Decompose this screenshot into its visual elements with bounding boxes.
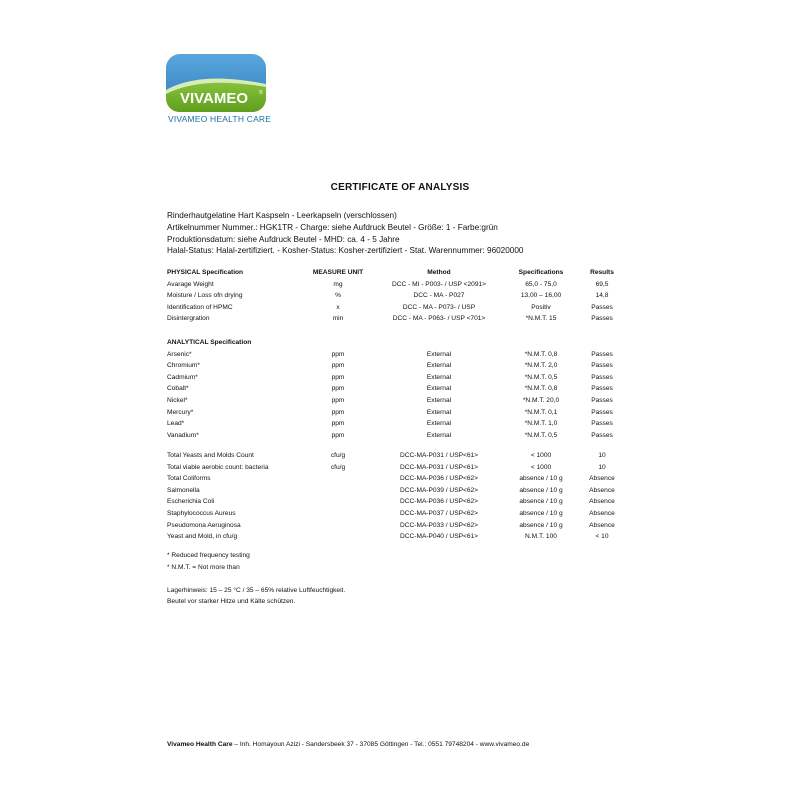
table-cell: Moisture / Loss ofn drying xyxy=(167,292,243,300)
table-cell: External xyxy=(426,373,452,381)
table-cell: min xyxy=(332,315,344,323)
table-cell: ppm xyxy=(331,373,345,381)
table-cell: Chromium* xyxy=(167,362,200,370)
table-cell: Avarage Weight xyxy=(167,280,214,288)
table-cell: % xyxy=(335,292,341,300)
table-cell: < 1000 xyxy=(530,452,552,459)
microbiology-table xyxy=(167,450,625,543)
table-cell: Cadmium* xyxy=(167,373,198,381)
table-cell: Passes xyxy=(591,385,613,393)
table-cell: Escherichia Coli xyxy=(167,498,215,506)
microbiology-rows xyxy=(167,450,625,543)
table-cell: Passes xyxy=(591,303,613,311)
table-row xyxy=(167,302,625,314)
table-cell: absence / 10 g xyxy=(519,475,563,483)
table-cell: Lead* xyxy=(167,420,185,428)
table-cell: Vanadium* xyxy=(167,431,199,439)
table-row xyxy=(167,372,625,384)
logo-wordmark: VIVAMEO xyxy=(179,90,249,107)
table-cell: 65,0 - 75,0 xyxy=(525,280,557,288)
table-cell: < 10 xyxy=(595,533,609,541)
table-row xyxy=(167,462,625,474)
table-cell: ppm xyxy=(331,350,345,358)
table-row xyxy=(167,508,625,520)
footnotes xyxy=(167,550,250,573)
table-row xyxy=(167,496,625,508)
table-cell: *N.M.T. 1,0 xyxy=(524,420,558,428)
product-line: Artikelnummer Nummer.: HGK1TR - Charge: siehe Aufdruck Beutel - Größe: 1 - Farbe:grün xyxy=(167,222,498,232)
table-cell: Disintergration xyxy=(167,315,210,323)
table-cell: N.M.T. 100 xyxy=(525,533,557,541)
table-cell: *N.M.T. 20,0 xyxy=(522,396,560,404)
table-row xyxy=(167,485,625,497)
table-cell: Yeast and Mold, in cfu/g xyxy=(167,533,238,541)
footer-company: Vivameo Health Care xyxy=(167,741,233,748)
table-cell: DCC - MA - P063- / USP <701> xyxy=(392,315,486,323)
table-cell: Staphylococcus Aureus xyxy=(167,509,236,517)
table-row xyxy=(167,290,625,302)
table-cell: *N.M.T. 0,8 xyxy=(524,385,558,393)
table-cell: mg xyxy=(333,280,343,288)
storage-notes xyxy=(167,585,345,607)
table-cell: absence / 10 g xyxy=(519,521,563,529)
table-cell: Passes xyxy=(591,408,613,416)
table-cell: Mercury* xyxy=(167,408,194,416)
product-line: Halal-Status: Halal-zertifiziert. - Kosher-Status: Kosher-zertifiziert - Stat. Warennummer: 96020000 xyxy=(167,246,524,256)
section-heading: ANALYTICAL Specification xyxy=(167,339,252,346)
table-cell: DCC-MA-P040 / USP<61> xyxy=(399,533,479,541)
table-cell: 10 xyxy=(598,452,606,459)
table-cell: absence / 10 g xyxy=(519,509,563,517)
table-cell: < 1000 xyxy=(530,463,552,471)
table-cell: Total viable aerobic count: bacteria xyxy=(167,463,269,471)
table-cell: ppm xyxy=(331,396,345,404)
column-header: Method xyxy=(427,269,451,276)
column-header: Results xyxy=(590,269,614,276)
table-cell: DCC-MA-P039 / USP<62> xyxy=(399,486,479,494)
table-cell: Passes xyxy=(591,431,613,439)
column-header: Specifications xyxy=(518,269,564,276)
analytical-spec-table xyxy=(167,337,625,441)
table-row xyxy=(167,407,625,419)
table-cell: Absence xyxy=(589,486,615,494)
table-cell: External xyxy=(426,385,452,393)
table-cell: Positiv xyxy=(531,303,551,311)
table-cell: DCC-MA-P036 / USP<62> xyxy=(399,475,479,483)
table-cell: Identification of HPMC xyxy=(167,303,233,311)
table-cell: *N.M.T. 0,8 xyxy=(524,350,558,358)
table-cell: Cobalt* xyxy=(167,385,189,393)
table-cell: *N.M.T. 0,5 xyxy=(524,431,558,439)
column-header: MEASURE UNIT xyxy=(312,269,364,276)
table-row xyxy=(167,430,625,442)
table-cell: *N.M.T. 0,1 xyxy=(524,408,558,416)
column-header: PHYSICAL Specification xyxy=(167,269,244,276)
vivameo-logo xyxy=(166,54,266,112)
table-header-row xyxy=(167,267,625,279)
table-cell: ppm xyxy=(331,431,345,439)
table-cell: Arsenic* xyxy=(167,350,192,358)
table-cell: External xyxy=(426,396,452,404)
table-row xyxy=(167,383,625,395)
analytical-rows xyxy=(167,349,625,442)
table-cell xyxy=(301,496,375,508)
table-row xyxy=(167,450,625,462)
table-cell: cfu/g xyxy=(330,463,346,471)
table-cell: DCC-MA-P031 / USP<61> xyxy=(399,463,479,471)
table-cell: Total Coliforms xyxy=(167,475,211,483)
table-cell: Passes xyxy=(591,420,613,428)
table-cell: Absence xyxy=(589,498,615,506)
table-cell: Absence xyxy=(589,475,615,483)
footnote: * N.M.T. = Not more than xyxy=(167,563,240,571)
table-cell: External xyxy=(426,362,452,370)
table-cell: DCC - MA - P073- / USP xyxy=(402,303,476,311)
table-cell: Passes xyxy=(591,350,613,358)
table-cell: 13,00 – 16,00 xyxy=(520,292,562,300)
table-row xyxy=(167,279,625,291)
table-cell: Nickel* xyxy=(167,396,188,404)
footer-details: – Inh. Homayoun Azizi - Sandersbeek 37 - 37085 Göttingen - Tel.: 0551 79748204 - www.vivameo.de xyxy=(232,741,530,748)
table-cell: DCC - MI - P003- / USP <2091> xyxy=(391,280,487,288)
product-line: Rinderhautgelatine Hart Kaspseln - Leerkapseln (verschlossen) xyxy=(167,211,397,220)
table-cell: *N.M.T. 0,5 xyxy=(524,373,558,381)
table-row xyxy=(167,531,625,543)
physical-rows xyxy=(167,279,625,325)
table-row xyxy=(167,313,625,325)
table-row xyxy=(167,349,625,361)
table-cell: absence / 10 g xyxy=(519,486,563,494)
table-cell: External xyxy=(426,431,452,439)
table-cell: ppm xyxy=(331,408,345,416)
table-cell: Passes xyxy=(591,373,613,381)
table-cell: *N.M.T. 15 xyxy=(525,315,557,323)
table-cell: Total Yeasts and Molds Count xyxy=(167,452,254,459)
footnote: * Reduced frequency testing xyxy=(167,552,250,559)
table-cell xyxy=(301,531,375,543)
storage-line: Lagerhinweis: 15 – 25 °C / 35 – 65% relative Luftfeuchtigkeit. xyxy=(167,587,346,594)
table-cell: ppm xyxy=(331,385,345,393)
table-cell: Absence xyxy=(589,521,615,529)
product-line: Produktionsdatum: siehe Aufdruck Beutel - MHD: ca. 4 - 5 Jahre xyxy=(167,234,400,244)
table-cell: DCC - MA - P027 xyxy=(413,292,465,300)
table-cell: *N.M.T. 2,0 xyxy=(524,362,558,370)
table-row xyxy=(167,418,625,430)
table-cell xyxy=(301,508,375,520)
table-cell xyxy=(301,473,375,485)
table-row xyxy=(167,473,625,485)
table-cell: External xyxy=(426,420,452,428)
table-cell: 10 xyxy=(598,463,606,471)
table-cell: DCC-MA-P031 / USP<61> xyxy=(399,452,479,459)
physical-spec-table xyxy=(167,267,625,325)
table-row xyxy=(167,395,625,407)
table-cell xyxy=(301,485,375,497)
table-cell: Absence xyxy=(589,509,615,517)
table-cell: x xyxy=(336,303,340,311)
table-row xyxy=(167,520,625,532)
table-cell: cfu/g xyxy=(330,452,346,459)
table-cell xyxy=(301,520,375,532)
svg-text:®: ® xyxy=(259,90,263,96)
logo-caption: VIVAMEO HEALTH CARE xyxy=(168,114,272,124)
table-cell: External xyxy=(426,350,452,358)
table-header-row xyxy=(167,337,625,349)
table-cell: Passes xyxy=(591,362,613,370)
table-cell: ppm xyxy=(331,362,345,370)
page-footer xyxy=(167,741,529,748)
table-cell: Salmonella xyxy=(167,486,200,494)
document-title: CERTIFICATE OF ANALYSIS xyxy=(330,182,470,193)
table-cell: ppm xyxy=(331,420,345,428)
table-cell: 69,5 xyxy=(595,280,609,288)
table-cell: Passes xyxy=(591,315,613,323)
table-cell: DCC-MA-P036 / USP<62> xyxy=(399,498,479,506)
table-cell: External xyxy=(426,408,452,416)
table-row xyxy=(167,360,625,372)
table-cell: Pseudomona Aeruginosa xyxy=(167,521,241,529)
table-cell: Passes xyxy=(591,396,613,404)
table-cell: DCC-MA-P037 / USP<62> xyxy=(399,509,479,517)
storage-line: Beutel vor starker Hitze und Kälte schützen. xyxy=(167,598,296,605)
product-info xyxy=(167,210,637,257)
table-cell: 14,8 xyxy=(595,292,609,300)
table-cell: DCC-MA-P033 / USP<62> xyxy=(399,521,479,529)
table-cell: absence / 10 g xyxy=(519,498,563,506)
